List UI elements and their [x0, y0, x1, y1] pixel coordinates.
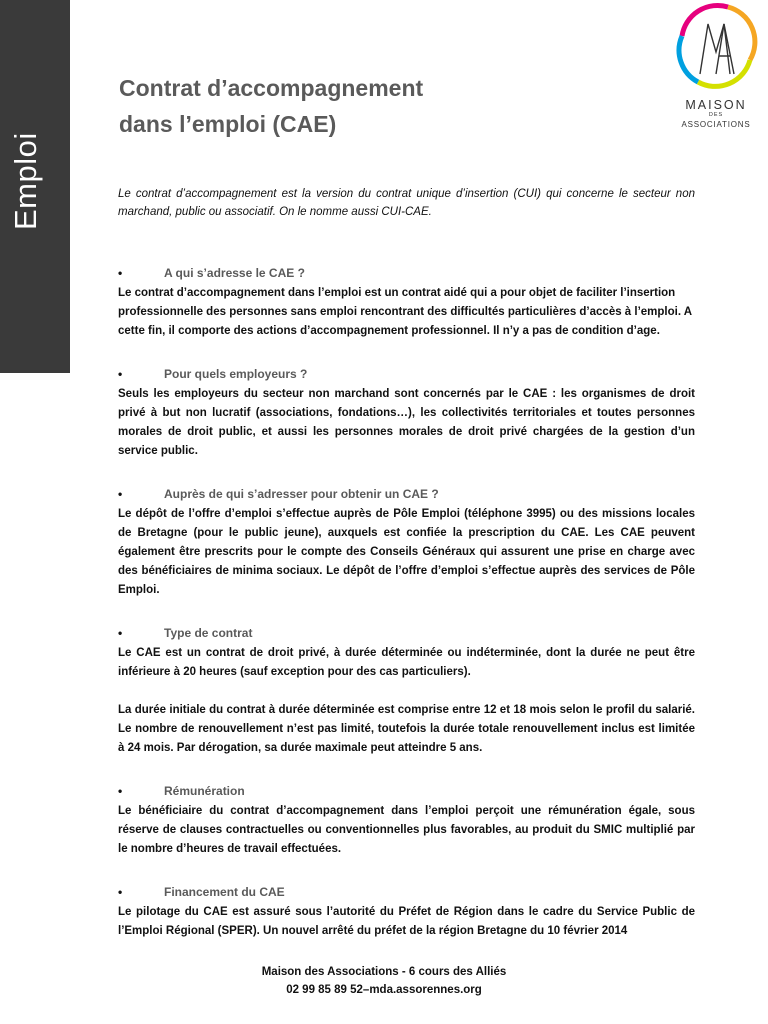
section-heading-text: Rémunération	[164, 784, 245, 798]
side-band	[0, 0, 70, 373]
bullet-icon: •	[118, 487, 123, 501]
section-paragraph: Le contrat d’accompagnement dans l’emploi est un contrat aidé qui a pour objet de faciliter l’insertion professionnelle des personnes sans emploi rencontrant des difficultés particulières d’accès à l’emploi. A cette fin, il comporte des actions d’accompagnement professionnel. Il n’y a pas de condition d’age.	[118, 287, 692, 337]
section-paragraph: Le dépôt de l’offre d’emploi s’effectue auprès de Pôle Emploi (téléphone 3995) ou des missions locales de Bretagne (pour le public jeune), auxquels est confiée la prescription du CAE. Les CAE peuvent également être prescrits pour le compte des Conseils Généraux qui assurent une prise en charge avec des bénéficiaires de minima sociaux. Le dépôt de l’offre d’emploi s’effectue auprès des services de Pôle Emploi.	[118, 508, 695, 596]
section-heading	[118, 626, 695, 644]
bullet-icon: •	[118, 626, 123, 640]
section-paragraph: Seuls les employeurs du secteur non marchand sont concernés par le CAE : les organismes de droit privé à but non lucratif (associations, fondations…), les collectivités territoriales et toutes personnes morales de droit public, et aussi les personnes morales de droit privé chargées de la gestion d’un service public.	[118, 388, 695, 457]
section-heading-text: Pour quels employeurs ?	[164, 367, 308, 381]
title-line-2: dans l’emploi (CAE)	[119, 111, 337, 137]
section-heading	[118, 885, 695, 903]
section-paragraph: Le CAE est un contrat de droit privé, à durée déterminée ou indéterminée, dont la durée ne peut être inférieure à 20 heures (sauf exception pour des cas particuliers).	[118, 647, 695, 678]
logo-text-maison: MAISON	[685, 98, 747, 112]
intro-paragraph: Le contrat d’accompagnement est la version du contrat unique d’insertion (CUI) qui concerne le secteur non marchand, public ou associatif. On le nomme aussi CUI-CAE.	[118, 188, 695, 218]
section-heading-text: Auprès de qui s’adresser pour obtenir un CAE ?	[164, 487, 439, 501]
logo-text-des: DES	[708, 112, 724, 118]
bullet-icon: •	[118, 266, 123, 280]
bullet-icon: •	[118, 784, 123, 798]
page-title	[119, 70, 559, 142]
maison-des-associations-logo	[670, 2, 762, 142]
footer-contact: 02 99 85 89 52–mda.assorennes.org	[286, 984, 482, 996]
section-heading	[118, 367, 695, 385]
document-body	[118, 185, 695, 941]
footer-address: Maison des Associations - 6 cours des Alliés	[261, 966, 507, 978]
side-label: Emploi	[8, 132, 43, 230]
bullet-icon: •	[118, 885, 123, 899]
section-heading	[118, 266, 695, 284]
bullet-icon: •	[118, 367, 123, 381]
section-paragraph: Le pilotage du CAE est assuré sous l’autorité du Préfet de Région dans le cadre du Service Public de l’Emploi Régional (SPER). Un nouvel arrêté du préfet de la région Bretagne du 10 février 2014	[118, 906, 695, 937]
section-paragraph: Le bénéficiaire du contrat d’accompagnement dans l’emploi perçoit une rémunération égale, sous réserve de clauses contractuelles ou conventionnelles plus favorables, au produit du SMIC multiplié par le nombre d’heures de travail effectuées.	[118, 805, 695, 855]
logo-mark-icon	[674, 2, 758, 94]
section-heading-text: A qui s’adresse le CAE ?	[164, 266, 305, 280]
section-heading-text: Financement du CAE	[164, 885, 285, 899]
section-heading-text: Type de contrat	[164, 626, 253, 640]
section-heading	[118, 784, 695, 802]
title-line-1: Contrat d’accompagnement	[119, 75, 424, 101]
page-footer	[0, 963, 768, 999]
logo-text-associations: ASSOCIATIONS	[681, 120, 751, 129]
section-heading	[118, 487, 695, 505]
section-paragraph: La durée initiale du contrat à durée déterminée est comprise entre 12 et 18 mois selon le profil du salarié. Le nombre de renouvellement n’est pas limité, toutefois la durée totale renouvellement inclus est limitée à 24 mois. Par dérogation, sa durée maximale peut atteindre 5 ans.	[118, 704, 695, 754]
